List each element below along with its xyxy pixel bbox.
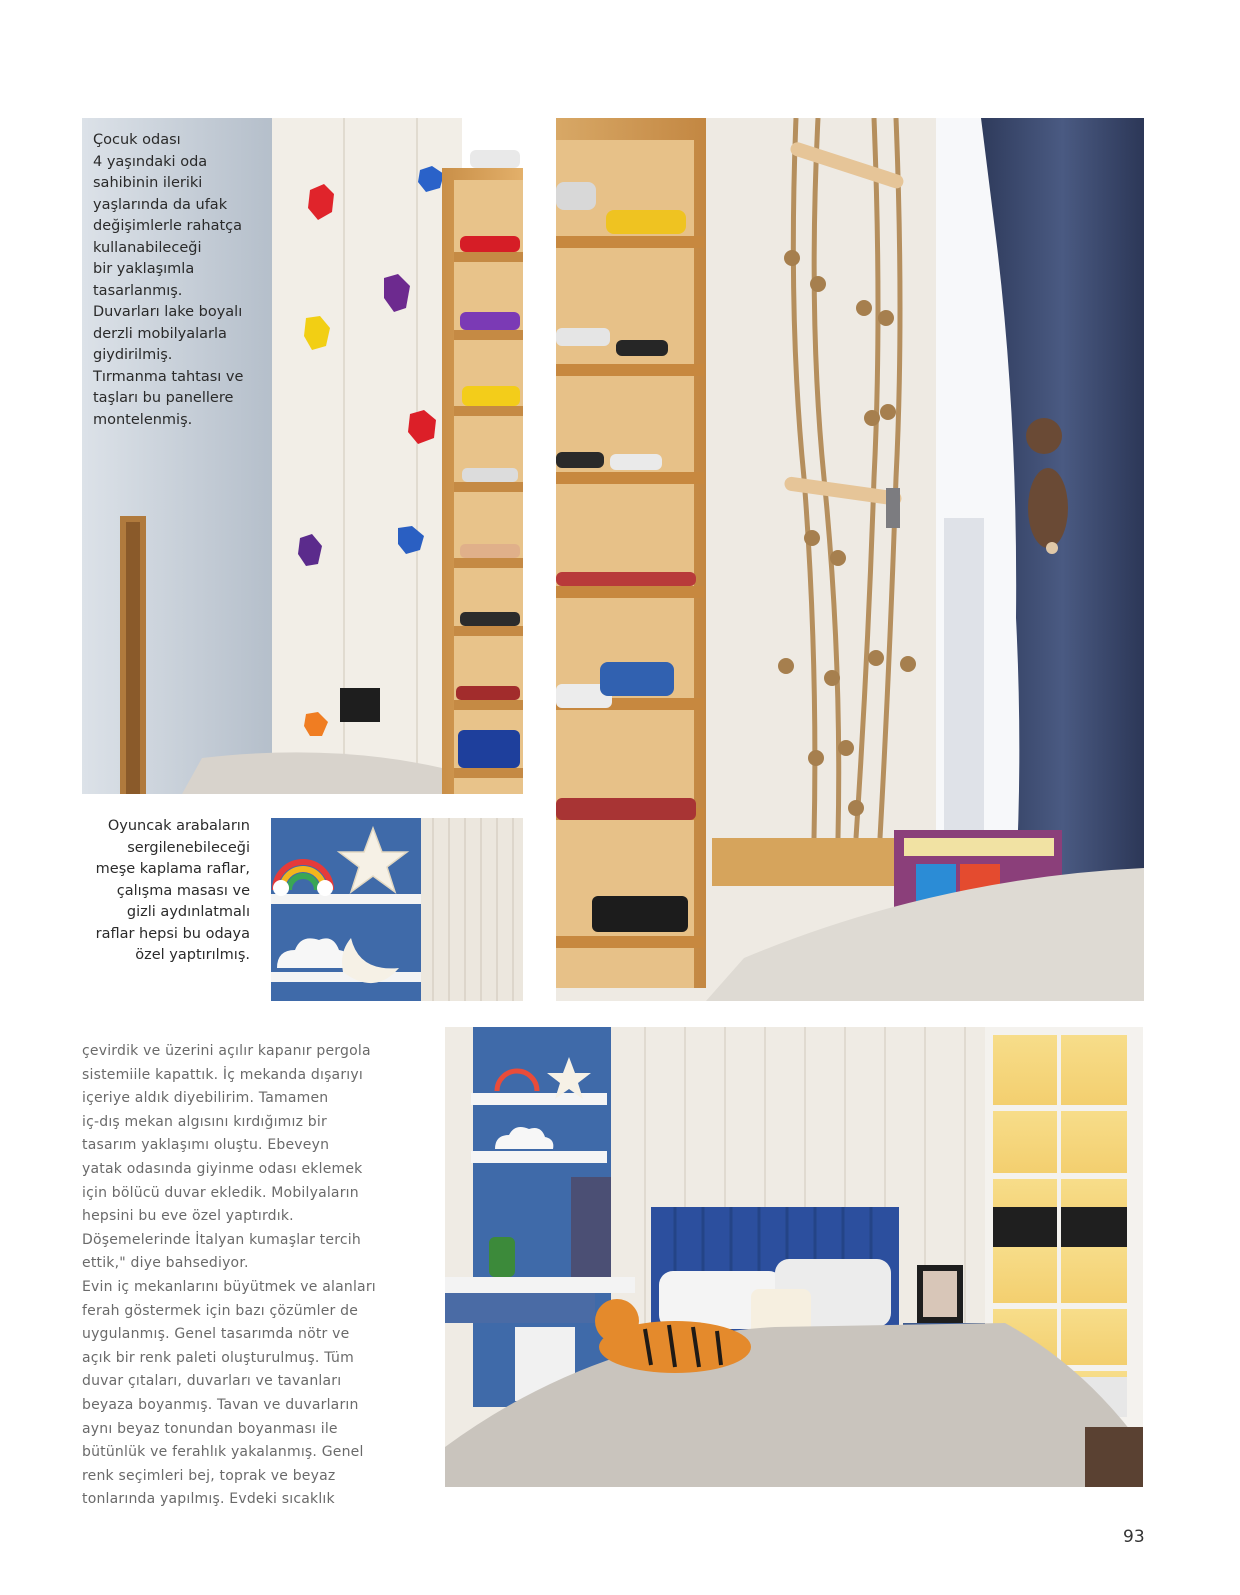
body-line: Evin iç mekanlarını büyütmek ve alanları (82, 1278, 376, 1295)
body-line: tasarım yaklaşımı oluştu. Ebeveyn (82, 1137, 330, 1154)
caption-line: Oyuncak arabaların (107, 818, 250, 834)
caption-line: bir yaklaşımla (93, 261, 195, 277)
caption-line: raflar hepsi bu odaya (95, 925, 250, 942)
body-line: aynı beyaz tonundan boyanması ile (82, 1420, 338, 1437)
body-line: sistemiile kapattık. İç mekanda dışarıyı (82, 1066, 363, 1083)
caption-line: Tırmanma tahtası ve (93, 368, 244, 385)
body-line: tonlarında yapılmış. Evdeki sıcaklık (82, 1491, 335, 1508)
caption-line: Çocuk odası (93, 132, 181, 148)
caption-kids-room (93, 130, 243, 431)
body-line: uygulanmış. Genel tasarımda nötr ve (82, 1326, 350, 1343)
body-line: ferah göstermek için bazı çözümler de (82, 1302, 359, 1319)
body-line: bütünlük ve ferahlık yakalanmış. Genel (82, 1444, 364, 1461)
caption-line: tasarlanmış. (93, 282, 183, 299)
caption-line: gizli aydınlatmalı (126, 904, 250, 920)
caption-line: yaşlarında da ufak (93, 196, 228, 213)
caption-toy-shelves (96, 816, 250, 967)
body-line: açık bir renk paleti oluşturulmuş. Tüm (82, 1349, 354, 1366)
caption-line: değişimlerle rahatça (93, 218, 243, 234)
photo-climbing-wall (82, 118, 523, 794)
body-line: yatak odasında giyinme odası eklemek (82, 1160, 363, 1177)
rope-ladder-illustration (556, 118, 1144, 1001)
body-line: içeriye aldık diyebilirim. Tamamen (82, 1090, 329, 1107)
caption-line: meşe kaplama raflar, (95, 861, 250, 877)
body-line: hepsini bu eve özel yaptırdık. (82, 1208, 294, 1225)
caption-line: taşları bu panellere (93, 390, 234, 406)
caption-line: 4 yaşındaki oda (93, 153, 208, 170)
body-line: ettik," diye bahsediyor. (82, 1255, 249, 1272)
caption-line: özel yaptırılmış. (135, 947, 250, 963)
caption-line: Duvarları lake boyalı (93, 304, 243, 320)
photo-rope-ladder (556, 118, 1144, 1001)
caption-line: sergilenebileceği (127, 839, 250, 856)
caption-line: çalışma masası ve (116, 882, 250, 899)
caption-line: kullanabileceği (93, 239, 202, 256)
caption-line: montelenmiş. (93, 411, 193, 428)
lamp-shelves-illustration (271, 818, 523, 1001)
body-line: çevirdik ve üzerini açılır kapanır pergola (82, 1043, 371, 1059)
body-line: beyaza boyanmış. Tavan ve duvarların (82, 1396, 359, 1413)
bedroom-illustration (445, 1027, 1143, 1487)
body-line: için bölücü duvar ekledik. Mobilyaların (82, 1184, 359, 1201)
body-line: iç-dış mekan algısını kırdığımız bir (82, 1113, 327, 1130)
photo-bedroom (445, 1027, 1143, 1487)
caption-line: derzli mobilyalarla (93, 325, 227, 342)
caption-line: giydirilmiş. (93, 347, 173, 363)
body-line: duvar çıtaları, duvarları ve tavanları (82, 1373, 342, 1390)
article-body (82, 1040, 432, 1512)
photo-lamp-shelves (271, 818, 523, 1001)
body-line: renk seçimleri bej, toprak ve beyaz (82, 1467, 336, 1484)
caption-line: sahibinin ileriki (93, 175, 203, 191)
page-number: 93 (1123, 1527, 1145, 1547)
body-line: Döşemelerinde İtalyan kumaşlar tercih (82, 1231, 361, 1248)
